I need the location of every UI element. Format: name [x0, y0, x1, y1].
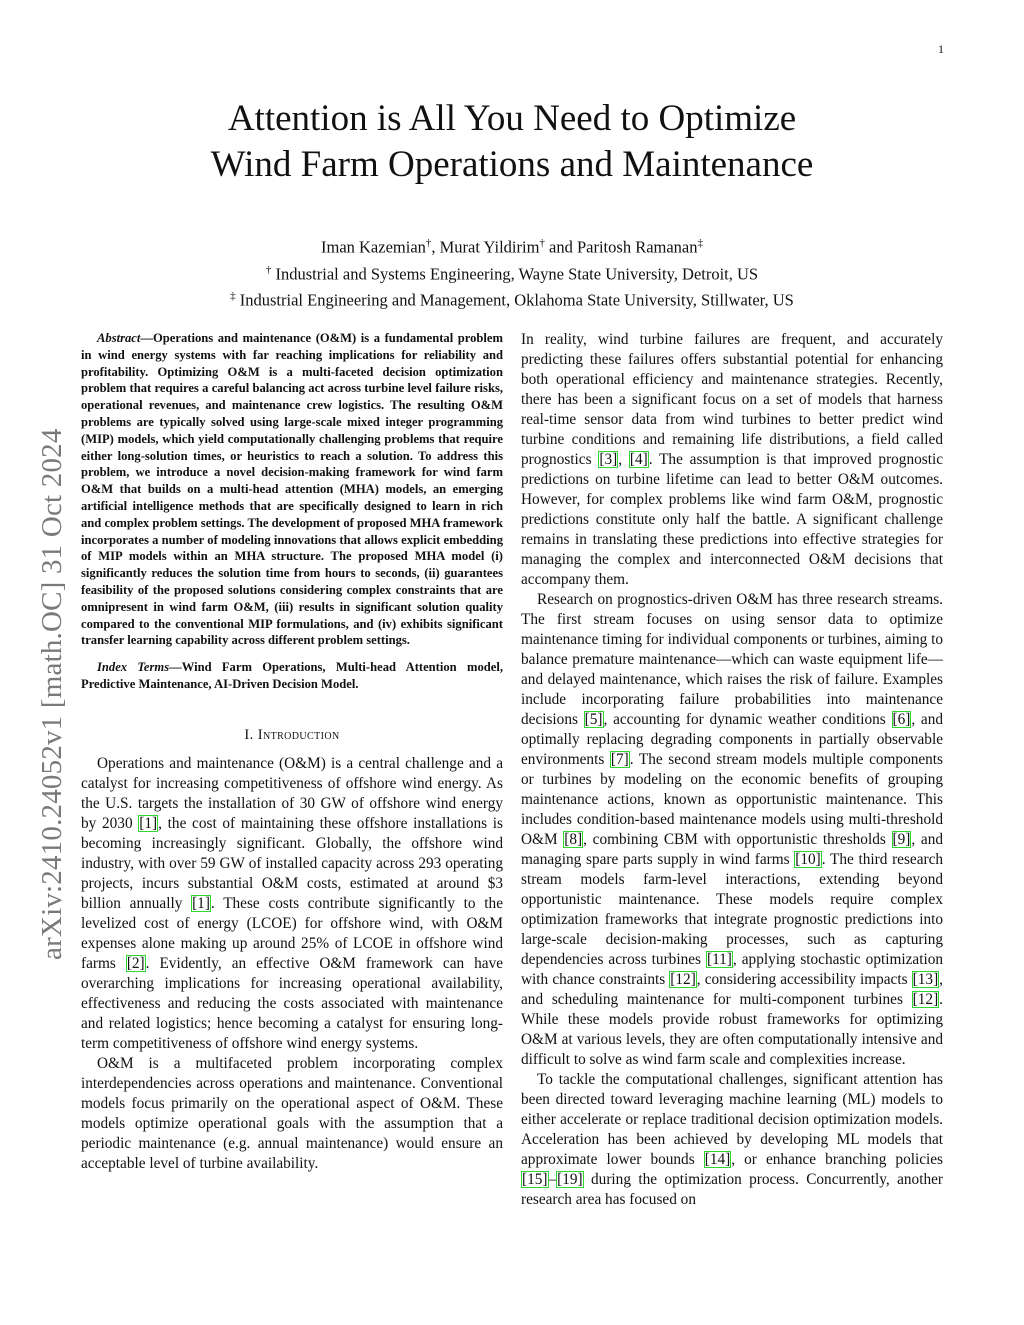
intro-paragraph-1: Operations and maintenance (O&M) is a central challenge and a catalyst for increasing competitiveness of offshore wind energy. As the U.S. targets the installation of 30 GW of offshore wind energy by 2030 [1], the cost of maintaining these offshore installations is becoming increasingly significant. Globally, the offshore wind industry, with over 59 GW of installed capacity across 293 operating projects, incurs substantial O&M costs, estimated at around $3 billion annually [1]. These costs contribute significantly to the levelized cost of energy (LCOE) for offshore wind, with O&M expenses alone making up around 25% of LCOE in offshore wind farms [2]. Evidently, an effective O&M framework can have overarching implications for increasing operational availability, effectiveness and reducing the costs associated with maintenance and related logistics; hence becoming a catalyst for ensuring long-term competitiveness of offshore wind energy systems. [81, 754, 504, 1052]
page-number: 1 [938, 42, 944, 56]
citation-link[interactable]: [12] [670, 971, 696, 988]
author-block [0, 232, 1024, 312]
citation-link[interactable]: [19] [557, 1171, 583, 1188]
right-paragraph-2: Research on prognostics-driven O&M has three research streams. The first stream focuses on using sensor data to optimize maintenance timing for individual components or turbines, aiming to balance premature maintenance—which can waste equipment life—and delayed maintenance, which raises the risk of failure. Examples include incorporating failure probabilities into maintenance decisions [5], accounting for dynamic weather conditions [6], and optimally replacing degrading components in partially observable environments [7]. The second stream models multiple components or turbines by modeling on the economic benefits of grouping maintenance actions, known as opportunistic maintenance. This includes condition-based maintenance models using multi-threshold O&M [8], combining CBM with opportunistic thresholds [9], and managing spare parts supply in wind farms [10]. The third research stream models farm-level interactions, extending beyond opportunistic maintenance. These models require complex optimization frameworks that integrate prognostic predictions into large-scale decision-making processes, such as capturing dependencies across turbines [11], applying stochastic optimization with chance constraints [12], considering accessibility impacts [13], and scheduling maintenance for multi-component turbines [12]. While these models provide robust frameworks for optimizing O&M at various levels, they are often computationally intensive and difficult to solve as wind farm scale and complexities increase. [521, 591, 944, 1068]
citation-link[interactable]: [11] [706, 951, 732, 968]
citation-link[interactable]: [13] [912, 971, 939, 988]
right-paragraph-1: In reality, wind turbine failures are frequent, and accurately predicting these failures offers substantial potential for enhancing both operational efficiency and maintenance strategies. Recently, there has been a significant focus on a set of models that harness real-time sensor data from wind turbines to better predict wind turbine conditions and remaining life distributions, a field called prognostics [3], [4]. The assumption is that improved prognostic predictions on turbine lifetime can lead to better O&M outcomes. However, for complex problems like wind farm O&M, prognostic predictions constitute only half the battle. A significant challenge remains in translating these predictions into effective strategies for managing the complex and interconnected O&M decisions that accompany them. [521, 331, 943, 588]
citation-link[interactable]: [14] [704, 1151, 731, 1168]
title-line-1: Attention is All You Need to Optimize [227, 98, 797, 139]
citation-link[interactable]: [7] [610, 751, 629, 768]
citation-link[interactable]: [15] [522, 1171, 548, 1188]
index-terms: Index Terms—Wind Farm Operations, Multi-head Attention model, Predictive Maintenance, AI-Driven Decision Model. [81, 660, 503, 691]
citation-link[interactable]: [5] [584, 711, 603, 728]
affiliation-1: † Industrial and Systems Engineering, Wayne State University, Detroit, US [265, 263, 759, 283]
affiliation-2: ‡ Industrial Engineering and Management, Oklahoma State University, Stillwater, US [230, 290, 794, 310]
title-line-2: Wind Farm Operations and Maintenance [210, 144, 814, 185]
citation-link[interactable]: [12] [912, 991, 939, 1008]
author-names: Iman Kazemian†, Murat Yildirim† and Paritosh Ramanan‡ [320, 237, 703, 257]
arxiv-identifier: arXiv:2410.24052v1 [math.OC] 31 Oct 2024 [36, 428, 68, 960]
left-column [81, 330, 503, 1174]
title-block [0, 96, 1024, 312]
paper-title [0, 96, 1024, 188]
intro-paragraph-2: O&M is a multifaceted problem incorporating complex interdependencies across operations and maintenance. Conventional models focus primarily on the operational aspect of O&M. These models optimize operational goals with the assumption that a periodic maintenance (e.g. annual maintenance) would ensure an acceptable level of turbine availability. [81, 1054, 503, 1172]
citation-link[interactable]: [8] [564, 831, 583, 848]
citation-link[interactable]: [4] [629, 451, 648, 468]
section-heading-introduction: I. Introduction [244, 726, 340, 743]
citation-link[interactable]: [3] [599, 451, 618, 468]
right-column [521, 330, 943, 1210]
abstract: Abstract—Operations and maintenance (O&M) is a fundamental problem in wind energy systems with far reaching implications for reliability and profitability. Optimizing O&M is a multi-faceted decision optimization problem that requires a careful balancing act across turbine level failure risks, operational revenues, and maintenance crew logistics. The resulting O&M problems are typically solved using large-scale mixed integer programming (MIP) models, which yield computationally challenging problems that require either long-solution times, or heuristics to reach a solution. To address this problem, we introduce a novel decision-making framework for wind farm O&M that builds on a multi-head attention (MHA) models, an emerging artificial intelligence methods that are specifically designed to learn in rich and complex problem settings. The development of proposed MHA framework incorporates a number of modeling innovations that allows explicit embedding of MIP models within an MHA structure. The proposed MHA model (i) significantly reduces the solution time from hours to seconds, (ii) guarantees feasibility of the proposed solutions considering complex constraints that are omnipresent in wind farm O&M, (iii) results in significant solution quality compared to the conventional MIP formulations, and (iv) exhibits significant transfer learning capability across different problem settings. [81, 331, 503, 648]
citation-link[interactable]: [1] [192, 894, 210, 912]
citation-link[interactable]: [6] [892, 711, 911, 728]
right-paragraph-3: To tackle the computational challenges, significant attention has been directed toward leveraging machine learning (ML) models to either accelerate or replace traditional decision optimization models. Acceleration has been achieved by developing ML models that approximate lower bounds [14], or enhance branching policies [15]–[19] during the optimization process. Concurrently, another research area has focused on [521, 1071, 944, 1208]
citation-link[interactable]: [1] [139, 814, 158, 832]
citation-link[interactable]: [2] [126, 954, 145, 972]
citation-link[interactable]: [9] [892, 831, 911, 848]
citation-link[interactable]: [10] [795, 851, 821, 868]
